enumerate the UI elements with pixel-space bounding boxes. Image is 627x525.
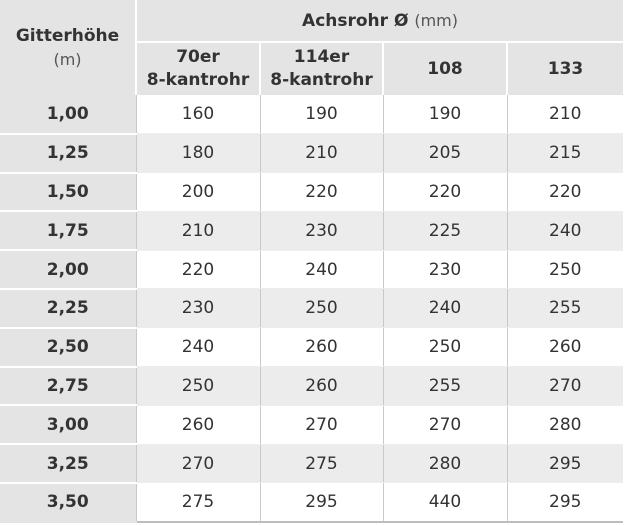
- column-header-line1: 108: [427, 58, 463, 79]
- column-header: [136, 42, 260, 95]
- value-cell: 250: [260, 289, 383, 328]
- value-cell: 180: [136, 134, 260, 173]
- value-cell: 280: [383, 444, 507, 483]
- row-height-cell: 3,50: [0, 483, 136, 522]
- column-header-line2: 8-kantrohr: [270, 70, 373, 90]
- column-header-line1: 133: [547, 58, 584, 79]
- column-header-line2: 8-kantrohr: [146, 70, 250, 90]
- table-row: [0, 444, 623, 483]
- value-cell: 260: [260, 328, 383, 367]
- table-row: [0, 211, 623, 250]
- value-cell: 210: [507, 95, 623, 134]
- value-cell: 240: [260, 250, 383, 289]
- table-row: [0, 328, 623, 367]
- column-header-line1: 70er: [176, 47, 220, 67]
- row-header-unit: (m): [53, 49, 82, 69]
- row-height-cell: 1,25: [0, 134, 136, 173]
- table-body: [0, 95, 623, 522]
- table-row: [0, 173, 623, 212]
- value-cell: 240: [383, 289, 507, 328]
- row-header-label: Gitterhöhe: [15, 25, 120, 46]
- column-header: [507, 42, 623, 95]
- column-header: [383, 42, 507, 95]
- table-row: [0, 250, 623, 289]
- value-cell: 160: [136, 95, 260, 134]
- row-height-cell: 1,00: [0, 95, 136, 134]
- value-cell: 220: [136, 250, 260, 289]
- value-cell: 190: [383, 95, 507, 134]
- value-cell: 270: [136, 444, 260, 483]
- value-cell: 230: [383, 250, 507, 289]
- row-height-cell: 2,25: [0, 289, 136, 328]
- value-cell: 295: [507, 444, 623, 483]
- value-cell: 275: [260, 444, 383, 483]
- value-cell: 205: [383, 134, 507, 173]
- value-cell: 230: [136, 289, 260, 328]
- group-header-cell: [136, 0, 623, 42]
- row-height-cell: 2,50: [0, 328, 136, 367]
- row-height-cell: 3,25: [0, 444, 136, 483]
- value-cell: 275: [136, 483, 260, 522]
- value-cell: 250: [383, 328, 507, 367]
- value-cell: 240: [507, 211, 623, 250]
- value-cell: 255: [383, 367, 507, 406]
- table-row: [0, 367, 623, 406]
- value-cell: 260: [260, 367, 383, 406]
- group-header-unit: (mm): [414, 10, 458, 30]
- value-cell: 230: [260, 211, 383, 250]
- value-cell: 255: [507, 289, 623, 328]
- value-cell: 220: [383, 173, 507, 212]
- table-row: [0, 134, 623, 173]
- table-row: [0, 483, 623, 522]
- row-height-cell: 1,75: [0, 211, 136, 250]
- value-cell: 240: [136, 328, 260, 367]
- value-cell: 250: [136, 367, 260, 406]
- table-row: [0, 289, 623, 328]
- value-cell: 270: [507, 367, 623, 406]
- value-cell: 225: [383, 211, 507, 250]
- value-cell: 210: [260, 134, 383, 173]
- value-cell: 260: [136, 405, 260, 444]
- table-row: [0, 405, 623, 444]
- value-cell: 210: [136, 211, 260, 250]
- group-header-label: Achsrohr Ø: [302, 10, 409, 31]
- value-cell: 190: [260, 95, 383, 134]
- value-cell: 250: [507, 250, 623, 289]
- row-height-cell: 3,00: [0, 405, 136, 444]
- value-cell: 295: [260, 483, 383, 522]
- row-height-cell: 2,75: [0, 367, 136, 406]
- table-row: [0, 95, 623, 134]
- value-cell: 295: [507, 483, 623, 522]
- value-cell: 440: [383, 483, 507, 522]
- value-cell: 215: [507, 134, 623, 173]
- column-header: [260, 42, 383, 95]
- row-header-cell: [0, 0, 136, 95]
- value-cell: 260: [507, 328, 623, 367]
- value-cell: 270: [260, 405, 383, 444]
- row-height-cell: 2,00: [0, 250, 136, 289]
- value-cell: 270: [383, 405, 507, 444]
- column-header-line1: 114er: [293, 47, 350, 67]
- value-cell: 200: [136, 173, 260, 212]
- value-cell: 280: [507, 405, 623, 444]
- row-height-cell: 1,50: [0, 173, 136, 212]
- value-cell: 220: [507, 173, 623, 212]
- value-cell: 220: [260, 173, 383, 212]
